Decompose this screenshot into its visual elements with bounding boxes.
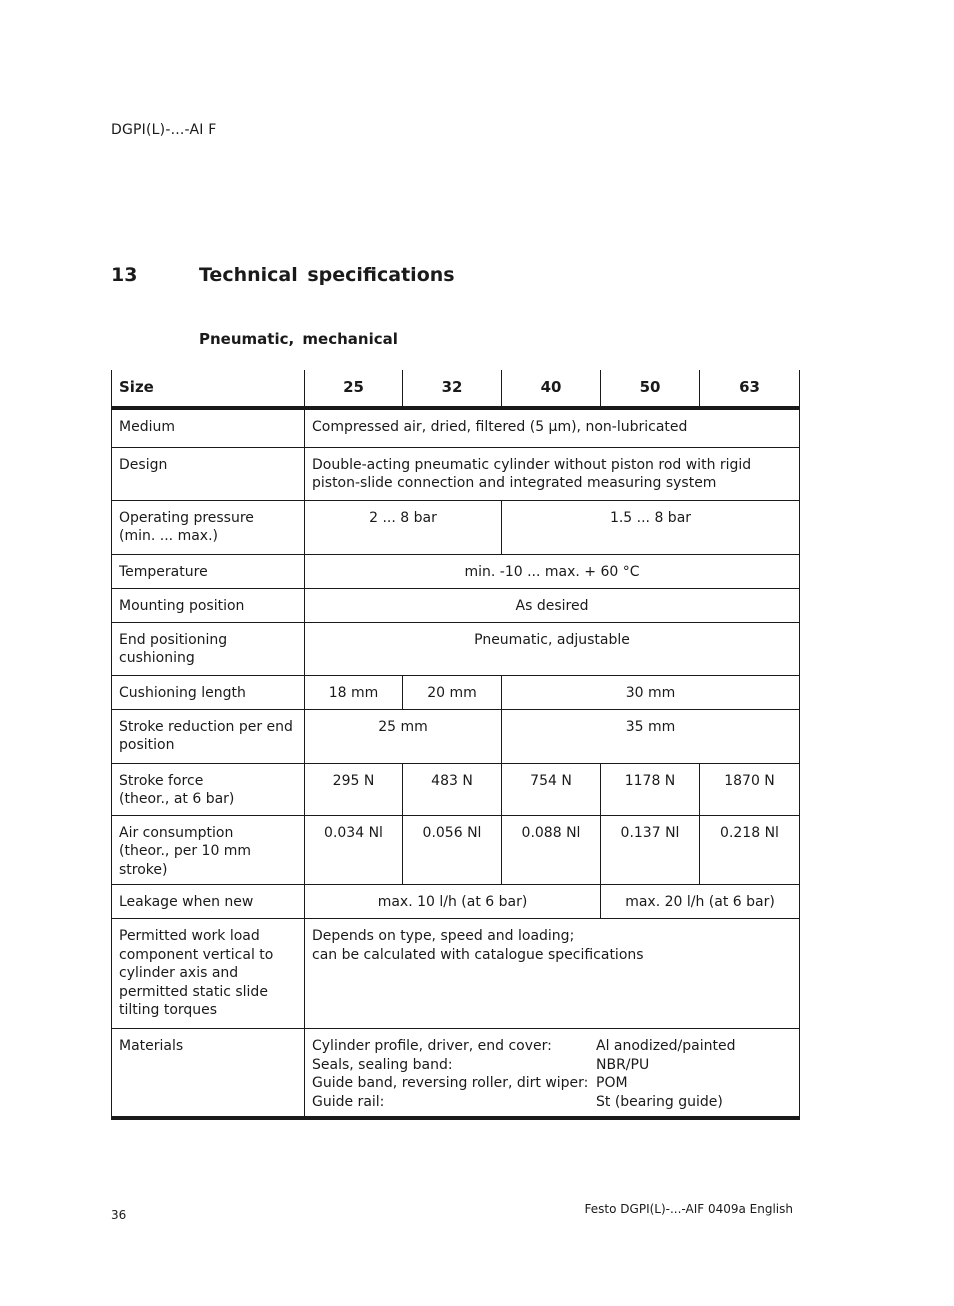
- air-consumption-40: 0.088 Nl: [502, 815, 601, 885]
- air-consumption-50: 0.137 Nl: [601, 815, 700, 885]
- row-label-work-load: [112, 919, 305, 1029]
- air-consumption-32: 0.056 Nl: [403, 815, 502, 885]
- stroke-force-32: 483 N: [403, 763, 502, 815]
- row-label-cushioning-length: Cushioning length: [112, 675, 305, 709]
- label-line: cylinder axis and: [119, 965, 239, 981]
- operating-pressure-small: 2 ... 8 bar: [305, 500, 502, 554]
- label-line: position: [119, 737, 175, 753]
- cushioning-length-25: 18 mm: [305, 675, 403, 709]
- size-header: Size: [112, 370, 305, 408]
- table-row: [112, 763, 800, 815]
- specifications-table: [111, 370, 800, 1120]
- section-subtitle: Pneumatic, mechanical: [199, 330, 398, 348]
- row-label-stroke-force: [112, 763, 305, 815]
- materials-value: [305, 1029, 800, 1119]
- table-row: [112, 588, 800, 622]
- air-consumption-25: 0.034 Nl: [305, 815, 403, 885]
- material-part: Guide rail:: [312, 1093, 385, 1110]
- work-load-value: [305, 919, 800, 1029]
- table-row: [112, 675, 800, 709]
- section-title: Technical specifications: [199, 264, 455, 286]
- section-number: 13: [111, 264, 138, 286]
- material-name: Al anodized/painted: [596, 1038, 736, 1054]
- size-column-32: 32: [403, 370, 502, 408]
- size-column-40: 40: [502, 370, 601, 408]
- label-line: tilting torques: [119, 1002, 218, 1018]
- table-row: [112, 622, 800, 675]
- medium-value: Compressed air, dried, filtered (5 µm), non-lubricated: [305, 408, 800, 447]
- material-part: Cylinder profile, driver, end cover:: [312, 1038, 552, 1054]
- stroke-force-40: 754 N: [502, 763, 601, 815]
- row-label-stroke-reduction: [112, 709, 305, 763]
- table-row: [112, 408, 800, 447]
- size-column-63: 63: [700, 370, 800, 408]
- value-line: Depends on type, speed and loading;: [312, 928, 575, 944]
- table-row: [112, 919, 800, 1029]
- label-line: Stroke force: [119, 772, 204, 789]
- size-column-25: 25: [305, 370, 403, 408]
- stroke-force-50: 1178 N: [601, 763, 700, 815]
- table-row: [112, 554, 800, 588]
- table-row: [112, 885, 800, 919]
- material-part: Seals, sealing band:: [312, 1056, 453, 1073]
- table-header-row: [112, 370, 800, 408]
- mounting-position-value: As desired: [305, 588, 800, 622]
- page-number: 36: [111, 1208, 127, 1222]
- footer-doc-info: Festo DGPI(L)-...-AIF 0409a English: [584, 1202, 793, 1216]
- leakage-small: max. 10 l/h (at 6 bar): [305, 885, 601, 919]
- row-label-temperature: Temperature: [112, 554, 305, 588]
- label-line: Operating pressure: [119, 509, 254, 526]
- document-header: DGPI(L)-...-AI F: [111, 122, 217, 138]
- material-name: St (bearing guide): [596, 1093, 723, 1110]
- label-line: Air consumption: [119, 824, 234, 841]
- stroke-force-63: 1870 N: [700, 763, 800, 815]
- material-name: POM: [596, 1075, 628, 1091]
- stroke-reduction-large: 35 mm: [502, 709, 800, 763]
- size-column-50: 50: [601, 370, 700, 408]
- row-label-leakage: Leakage when new: [112, 885, 305, 919]
- label-line: End positioning: [119, 631, 228, 648]
- stroke-reduction-small: 25 mm: [305, 709, 502, 763]
- row-label-design: Design: [112, 447, 305, 500]
- label-line: cushioning: [119, 650, 195, 666]
- air-consumption-63: 0.218 Nl: [700, 815, 800, 885]
- temperature-value: min. -10 ... max. + 60 °C: [305, 554, 800, 588]
- materials-grid: [312, 1037, 792, 1111]
- label-line: (min. ... max.): [119, 528, 218, 544]
- stroke-force-25: 295 N: [305, 763, 403, 815]
- row-label-end-positioning: [112, 622, 305, 675]
- label-line: component vertical to: [119, 946, 274, 963]
- table-row: [112, 815, 800, 885]
- label-line: (theor., per 10 mm stroke): [119, 843, 252, 878]
- cushioning-length-32: 20 mm: [403, 675, 502, 709]
- label-line: Permitted work load: [119, 928, 260, 944]
- end-positioning-value: Pneumatic, adjustable: [305, 622, 800, 675]
- table-row: [112, 447, 800, 500]
- design-value: Double-acting pneumatic cylinder without piston rod with rigid piston-slide connection and integrated measuring system: [305, 447, 800, 500]
- table-row: [112, 500, 800, 554]
- material-name: NBR/PU: [596, 1056, 650, 1073]
- label-line: permitted static slide: [119, 983, 268, 1000]
- label-line: Stroke reduction per end: [119, 718, 293, 735]
- table-row: [112, 1029, 800, 1119]
- label-line: (theor., at 6 bar): [119, 791, 235, 807]
- material-part: Guide band, reversing roller, dirt wiper:: [312, 1075, 589, 1091]
- row-label-operating-pressure: [112, 500, 305, 554]
- row-label-air-consumption: [112, 815, 305, 885]
- table-row: [112, 709, 800, 763]
- row-label-materials: Materials: [112, 1029, 305, 1119]
- operating-pressure-large: 1.5 ... 8 bar: [502, 500, 800, 554]
- leakage-large: max. 20 l/h (at 6 bar): [601, 885, 800, 919]
- cushioning-length-40-63: 30 mm: [502, 675, 800, 709]
- row-label-medium: Medium: [112, 408, 305, 447]
- row-label-mounting-position: Mounting position: [112, 588, 305, 622]
- value-line: can be calculated with catalogue specifications: [312, 946, 644, 963]
